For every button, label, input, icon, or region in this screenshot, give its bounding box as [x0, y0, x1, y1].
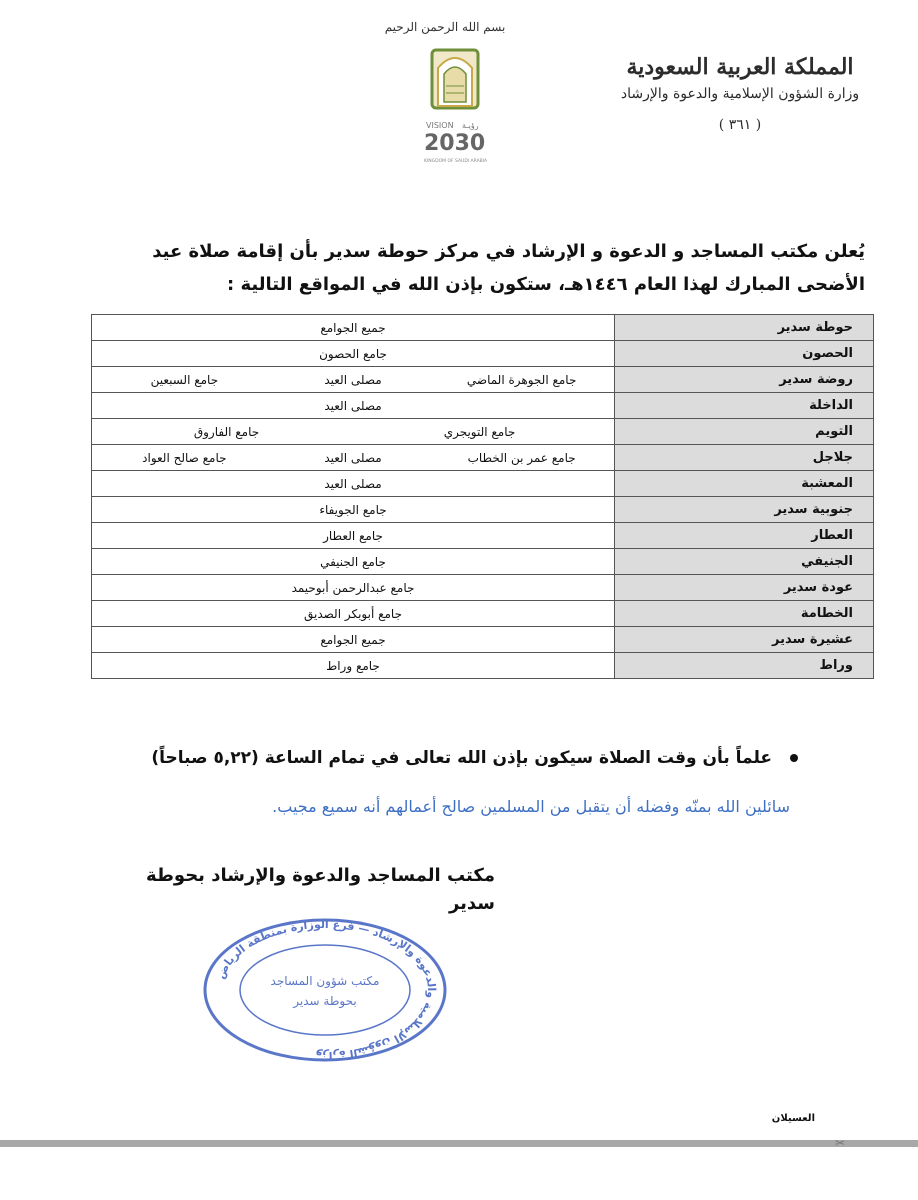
mosque-name: مصلى العيد — [324, 372, 382, 387]
mosque-name: جامع عبدالرحمن أبوحيمد — [291, 580, 415, 595]
ministry-logo — [410, 46, 500, 176]
stamp-inner-line2: بحوطة سدير — [293, 994, 357, 1008]
mosque-name: جامع الجنيفي — [320, 554, 386, 569]
mosque-cell — [92, 419, 615, 445]
kingdom-name: المملكة العربية السعودية — [626, 54, 854, 80]
area-name: الخطامة — [615, 601, 874, 627]
mosque-name: جامع الجويفاء — [319, 502, 387, 517]
ministry-code: ( ٣٦١ ) — [718, 117, 762, 133]
area-name: جنوبية سدير — [615, 497, 874, 523]
mosque-name: جامع السبعين — [150, 372, 219, 387]
ministry-header — [605, 52, 875, 172]
mosque-name: جامع عمر بن الخطاب — [467, 450, 576, 465]
footer-bar — [0, 1140, 918, 1147]
table-row — [92, 445, 874, 471]
vision-year: 2030 — [424, 131, 486, 156]
prayer-time-text: علماً بأن وقت الصلاة سيكون بإذن الله تعالى في تمام الساعة (٥,٢٢ صباحاً) — [151, 748, 772, 768]
mosque-name: جامع التويجري — [443, 424, 516, 439]
area-name: عشيرة سدير — [615, 627, 874, 653]
table-row — [92, 523, 874, 549]
vision-caption: KINGDOM OF SAUDI ARABIA — [424, 159, 488, 164]
mosque-cell — [92, 523, 615, 549]
official-stamp — [200, 915, 450, 1065]
mosque-name: جميع الجوامع — [320, 632, 386, 647]
announcement-intro: يُعلن مكتب المساجد و الدعوة و الإرشاد في مركز حوطة سدير بأن إقامة صلاة عيد الأضحى المبارك لهذا العام ١٤٤٦هـ، ستكون بإذن الله في المواقع التالية : — [152, 241, 865, 295]
mosque-name: جامع الحصون — [319, 346, 387, 361]
mosque-name: مصلى العيد — [324, 450, 382, 465]
mosque-name: جامع الجوهرة الماضي — [466, 372, 577, 387]
mosque-cell — [92, 549, 615, 575]
mosque-cell — [92, 445, 615, 471]
table-row — [92, 341, 874, 367]
table-row — [92, 627, 874, 653]
mosque-cell — [92, 393, 615, 419]
mosque-cell — [92, 627, 615, 653]
stamp-outer-text: وزارة الشؤون الإسلامية والدعوة والإرشاد — فرع الوزارة بمنطقة الرياض — [213, 917, 439, 1063]
table-row — [92, 419, 874, 445]
table-row — [92, 367, 874, 393]
area-name: جلاجل — [615, 445, 874, 471]
mosque-cell — [92, 471, 615, 497]
table-row — [92, 497, 874, 523]
mosque-cell — [92, 601, 615, 627]
footer-mark-icon: ✂ — [835, 1136, 846, 1150]
table-row — [92, 393, 874, 419]
table-row — [92, 575, 874, 601]
bullet-icon — [790, 754, 798, 762]
area-name: العطار — [615, 523, 874, 549]
area-name: الداخلة — [615, 393, 874, 419]
mosque-cell — [92, 575, 615, 601]
ministry-name: وزارة الشؤون الإسلامية والدعوة والإرشاد — [620, 86, 860, 102]
mosque-cell — [92, 497, 615, 523]
area-name: وراط — [615, 653, 874, 679]
mosque-name: جامع وراط — [326, 658, 380, 673]
mosque-cell — [92, 367, 615, 393]
table-row — [92, 601, 874, 627]
area-name: المعشبة — [615, 471, 874, 497]
mosque-name: جامع الفاروق — [193, 424, 260, 439]
mosque-cell — [92, 341, 615, 367]
vision-arabic: رؤيـة — [462, 121, 479, 130]
mosque-name: جميع الجوامع — [320, 320, 386, 335]
locations-table — [91, 314, 874, 679]
mosque-name: مصلى العيد — [324, 398, 382, 413]
vision-label: VISION — [426, 121, 454, 130]
area-name: عودة سدير — [615, 575, 874, 601]
table-row — [92, 653, 874, 679]
area-name: روضة سدير — [615, 367, 874, 393]
mosque-name: جامع أبوبكر الصديق — [303, 606, 403, 621]
area-name: التويم — [615, 419, 874, 445]
prayer-time-notice — [118, 744, 798, 772]
mosque-name: جامع صالح العواد — [142, 450, 227, 465]
basmala: بسم الله الرحمن الرحيم — [384, 20, 506, 34]
mosque-cell — [92, 315, 615, 341]
stamp-inner-line1: مكتب شؤون المساجد — [270, 974, 380, 988]
svg-text:وزارة الشؤون الإسلامية والدعوة — [214, 918, 438, 1062]
area-name: الجنيفي — [615, 549, 874, 575]
mosque-name: جامع العطار — [323, 528, 383, 543]
table-row — [92, 315, 874, 341]
table-row — [92, 549, 874, 575]
area-name: حوطة سدير — [615, 315, 874, 341]
mosque-name: مصلى العيد — [324, 476, 382, 491]
area-name: الحصون — [615, 341, 874, 367]
office-signoff: مكتب المساجد والدعوة والإرشاد بحوطة سدير — [146, 865, 495, 914]
closing-prayer: سائلين الله بمنّه وفضله أن يتقبل من المسلمين صالح أعمالهم أنه سميع مجيب. — [272, 797, 790, 816]
staff-initials: العسيلان — [771, 1113, 815, 1124]
table-row — [92, 471, 874, 497]
mosque-cell — [92, 653, 615, 679]
